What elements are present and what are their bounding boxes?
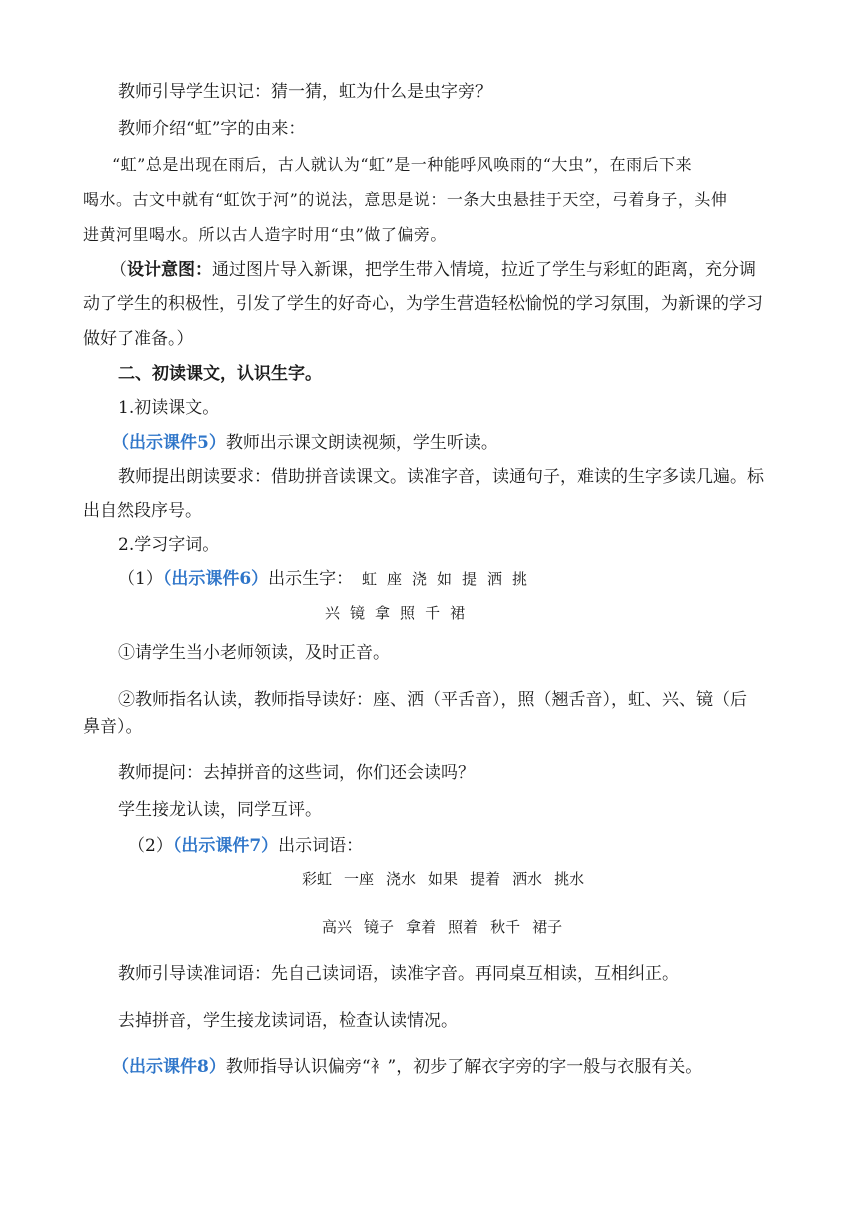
- char: 千: [425, 604, 441, 622]
- word: 如果: [428, 870, 459, 888]
- quote-line-3: 进黄河里喝水。所以古人造字时用“虫”做了偏旁。: [83, 225, 447, 244]
- courseware-tag-8: （出示课件8）: [112, 1057, 226, 1077]
- step-1-text: 教师出示课文朗读视频，学生听读。: [225, 433, 498, 453]
- word: 洒水: [512, 870, 543, 888]
- char: 镜: [350, 604, 366, 622]
- reading-requirement-1: 教师提出朗读要求：借助拼音读课文。读准字音，读通句子，难读的生字多读几遍。标: [118, 467, 764, 487]
- char: 洒: [487, 570, 503, 588]
- item-2-text: 出示词语：: [278, 836, 364, 856]
- char: 浇: [411, 570, 427, 588]
- student-relay: 学生接龙认读，同学互评。: [118, 800, 322, 820]
- chars-row-2: [0, 603, 860, 623]
- word: 一座: [344, 870, 375, 888]
- practice-2-line-2: 鼻音）。: [83, 717, 143, 737]
- design-intent-text-1: 通过图片导入新课，把学生带入情境，拉近了学生与彩虹的距离，充分调: [212, 260, 756, 280]
- radical-text: 教师指导认识偏旁“衤”，初步了解衣字旁的字一般与衣服有关。: [225, 1057, 703, 1077]
- word: 镜子: [364, 918, 395, 936]
- courseware-tag-7: （出示课件7）: [172, 836, 279, 856]
- word: 高兴: [322, 918, 353, 936]
- design-intent-line-1: [0, 260, 860, 280]
- word: 挑水: [554, 870, 585, 888]
- teacher-question: 教师提问：去掉拼音的这些词，你们还会读吗？: [118, 763, 475, 783]
- item-1-text: 出示生字：: [268, 569, 354, 589]
- word: 秋千: [490, 918, 521, 936]
- char: 兴: [325, 604, 341, 622]
- design-intent-line-2: 动了学生的积极性，引发了学生的好奇心，为学生营造轻松愉悦的学习氛围，为新课的学习: [83, 294, 763, 314]
- word: 提着: [470, 870, 501, 888]
- paragraph-origin-intro: 教师介绍“虹”字的由来：: [118, 119, 306, 139]
- word: 照着: [448, 918, 479, 936]
- practice-2-line-1: ②教师指名认读，教师指导读好：座、洒（平舌音），照（翘舌音），虹、兴、镜（后: [118, 690, 747, 710]
- item-2-number: （2）: [128, 836, 173, 856]
- char: 照: [400, 604, 416, 622]
- char: 提: [462, 570, 478, 588]
- practice-1: ①请学生当小老师领读，及时正音。: [118, 643, 390, 663]
- word-reading-guide: 教师引导读准词语：先自己读词语，读准字音。再同桌互相读，互相纠正。: [118, 964, 679, 984]
- courseware-tag-6: （出示课件6）: [162, 569, 269, 589]
- courseware-tag-5: （出示课件5）: [112, 433, 226, 453]
- item-1-number: （1）: [118, 569, 163, 589]
- words-row-1: [0, 869, 860, 889]
- word: 裙子: [532, 918, 563, 936]
- word: 浇水: [386, 870, 417, 888]
- paragraph-identify: 教师引导学生识记：猜一猜，虹为什么是虫字旁？: [118, 82, 492, 102]
- step-1-line: [0, 433, 860, 453]
- reading-requirement-2: 出自然段序号。: [83, 501, 202, 521]
- char: 拿: [375, 604, 391, 622]
- char: 挑: [512, 570, 528, 588]
- quote-line-1: “虹”总是出现在雨后，古人就认为“虹”是一种能呼风唤雨的“大虫”，在雨后下来: [112, 155, 693, 174]
- radical-line: [0, 1057, 860, 1077]
- char: 座: [386, 570, 402, 588]
- word: 彩虹: [302, 870, 333, 888]
- word-relay-check: 去掉拼音，学生接龙读词语，检查认读情况。: [118, 1011, 458, 1031]
- item-1-line: [0, 569, 860, 589]
- item-2-line: [0, 836, 860, 856]
- section-heading-2: 二、初读课文，认识生字。: [118, 364, 322, 384]
- design-open-paren: （: [110, 260, 127, 280]
- words-row-2: [0, 917, 860, 937]
- char: 裙: [450, 604, 466, 622]
- step-1-heading: 1.初读课文。: [118, 398, 220, 418]
- char: 如: [437, 570, 453, 588]
- design-intent-label: 设计意图：: [127, 260, 212, 280]
- word: 拿着: [406, 918, 437, 936]
- step-2-heading: 2.学习字词。: [118, 535, 220, 555]
- char: 虹: [361, 570, 377, 588]
- design-intent-line-3: 做好了准备。）: [83, 329, 194, 349]
- quote-line-2: 喝水。古文中就有“虹饮于河”的说法，意思是说：一条大虫悬挂于天空，弓着身子，头伸: [83, 190, 728, 209]
